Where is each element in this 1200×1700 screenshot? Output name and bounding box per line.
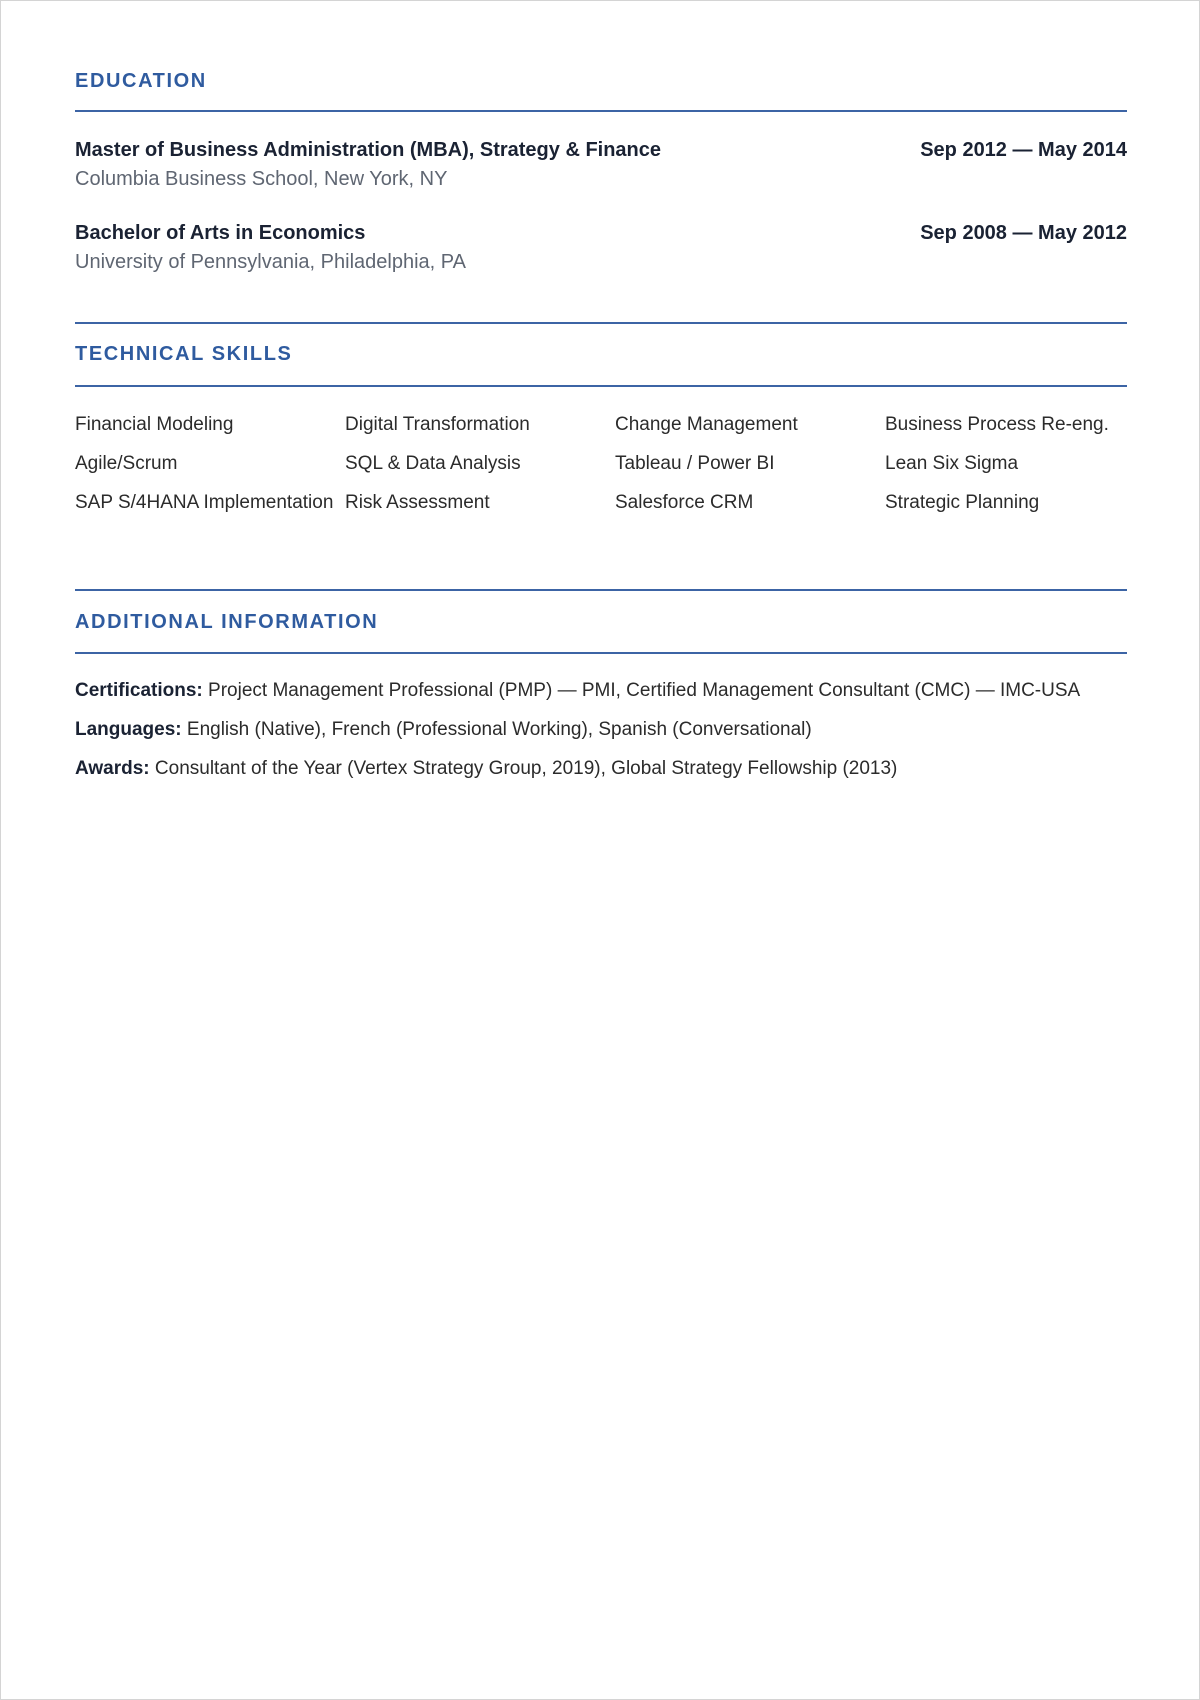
awards-value: Consultant of the Year (Vertex Strategy Group, 2019), Global Strategy Fellowship (2013) <box>154 758 898 779</box>
languages-value: English (Native), French (Professional Working), Spanish (Conversational) <box>186 719 812 740</box>
education-school: University of Pennsylvania, Philadelphia, PA <box>75 251 466 273</box>
section-title-education: EDUCATION <box>75 70 207 92</box>
education-dates: Sep 2012 — May 2014 <box>920 139 1127 161</box>
languages-label: Languages: <box>75 719 182 740</box>
section-title-technical-skills: TECHNICAL SKILLS <box>75 343 293 365</box>
skill-item: Risk Assessment <box>345 492 490 513</box>
skill-item: Business Process Re-eng. <box>885 414 1109 435</box>
section-divider <box>75 322 1127 324</box>
awards-line <box>75 755 897 782</box>
skill-item: SAP S/4HANA Implementation <box>75 492 334 513</box>
skill-item: Digital Transformation <box>345 414 530 435</box>
education-degree: Master of Business Administration (MBA), Strategy & Finance <box>75 139 662 161</box>
education-school: Columbia Business School, New York, NY <box>75 168 448 190</box>
skill-item: Strategic Planning <box>885 492 1040 513</box>
certifications-label: Certifications: <box>75 680 203 701</box>
section-divider <box>75 385 1127 387</box>
section-divider <box>75 652 1127 654</box>
education-degree: Bachelor of Arts in Economics <box>75 222 366 244</box>
skill-item: SQL & Data Analysis <box>345 453 521 474</box>
education-dates: Sep 2008 — May 2012 <box>920 222 1127 244</box>
skill-item: Tableau / Power BI <box>615 453 775 474</box>
skill-item: Financial Modeling <box>75 414 234 435</box>
section-title-additional-information: ADDITIONAL INFORMATION <box>75 611 379 633</box>
section-divider <box>75 110 1127 112</box>
skill-item: Agile/Scrum <box>75 453 178 474</box>
section-divider <box>75 589 1127 591</box>
awards-label: Awards: <box>75 758 150 779</box>
skill-item: Lean Six Sigma <box>885 453 1019 474</box>
skill-item: Change Management <box>615 414 798 435</box>
certifications-line <box>75 677 1080 704</box>
skill-item: Salesforce CRM <box>615 492 754 513</box>
languages-line <box>75 716 812 743</box>
certifications-value: Project Management Professional (PMP) — PMI, Certified Management Consultant (CMC) — IMC-USA <box>208 680 1081 701</box>
skills-grid <box>75 411 1135 516</box>
